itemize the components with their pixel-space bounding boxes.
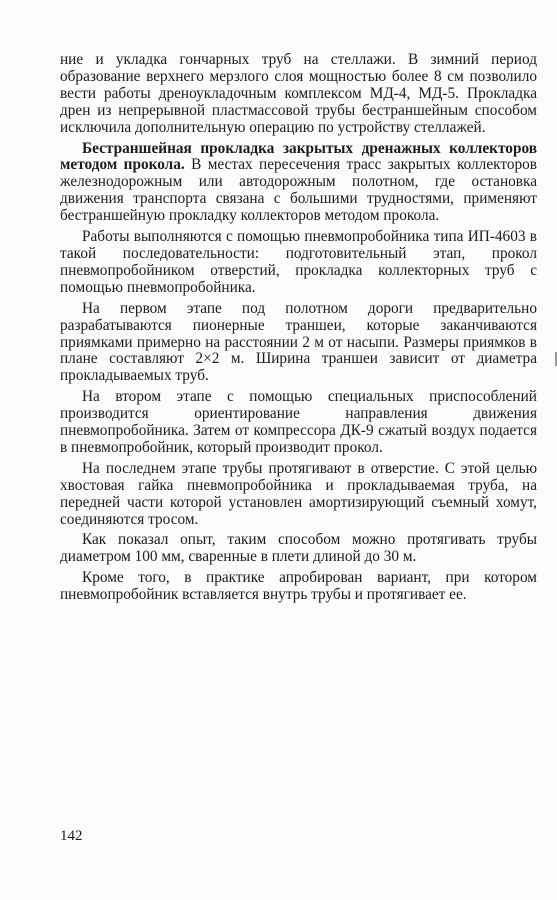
paragraph-5-text: На втором этапе с помощью специальных приспособлений производится ориентирование направления движения пневмопробойника. Затем от компрессора ДК-9 сжатый воздух подается в пневмопробойник, который производит прокол. bbox=[60, 388, 537, 456]
paragraph-7 bbox=[60, 532, 537, 566]
page-number: 142 bbox=[60, 828, 83, 844]
paragraph-2-text: В местах пересечения трасс закрытых коллекторов железнодорожным или автодорожным полотном, где остановка движения транспорта связана с большими трудностями, применяют бестраншейную прокладку коллекторов методом прокола. bbox=[60, 156, 537, 225]
paragraph-4-text: На первом этапе под полотном дороги предварительно разрабатываются пионерные траншеи, которые заканчиваются приямками примерно на расстоянии 2 м от насыпи. Размеры приямков в плане составляют 2×2 м. Ширина траншеи зависит от диаметра прокладываемых труб. bbox=[60, 299, 537, 385]
paragraph-5 bbox=[60, 389, 537, 457]
paragraph-7-text: Как показал опыт, таким способом можно протягивать трубы диаметром 100 мм, сваренные в плети длиной до 30 м. bbox=[60, 531, 537, 566]
paragraph-3 bbox=[60, 229, 537, 297]
paragraph-1-text: ние и укладка гончарных труб на стеллажи. В зимний период образование верхнего мерзлого слоя мощностью более 8 см позволило вести работы дреноукладочным комплексом МД-4, МД-5. Прокладка дрен из непрерывной пластмассовой трубы бестраншейным способом исключила дополнительную операцию по устройству стеллажей. bbox=[60, 51, 537, 136]
paragraph-3-text: Работы выполняются с помощью пневмопробойника типа ИП-4603 в такой последовательности: подготовительный этап, прокол пневмопробойником отверстий, прокладка коллекторных труб с помощью пневмопробойника. bbox=[60, 228, 537, 296]
body-text bbox=[60, 52, 537, 608]
paragraph-6 bbox=[60, 461, 537, 529]
paragraph-1 bbox=[60, 52, 537, 137]
paragraph-6-text: На последнем этапе трубы протягивают в отверстие. С этой целью хвостовая гайка пневмопробойника и прокладываемая труба, на передней части которой установлен амортизирующий съемный хомут, соединяются тросом. bbox=[60, 459, 537, 528]
section-heading: Бестраншейная прокладка закрытых дренажных коллекторов методом прокола. bbox=[60, 139, 537, 174]
paragraph-8 bbox=[60, 570, 537, 604]
paragraph-8-text: Кроме того, в практике апробирован вариант, при котором пневмопробойник вставляется внутрь трубы и протягивает ее. bbox=[60, 569, 537, 604]
paragraph-2 bbox=[60, 141, 537, 226]
paragraph-4 bbox=[60, 301, 537, 386]
